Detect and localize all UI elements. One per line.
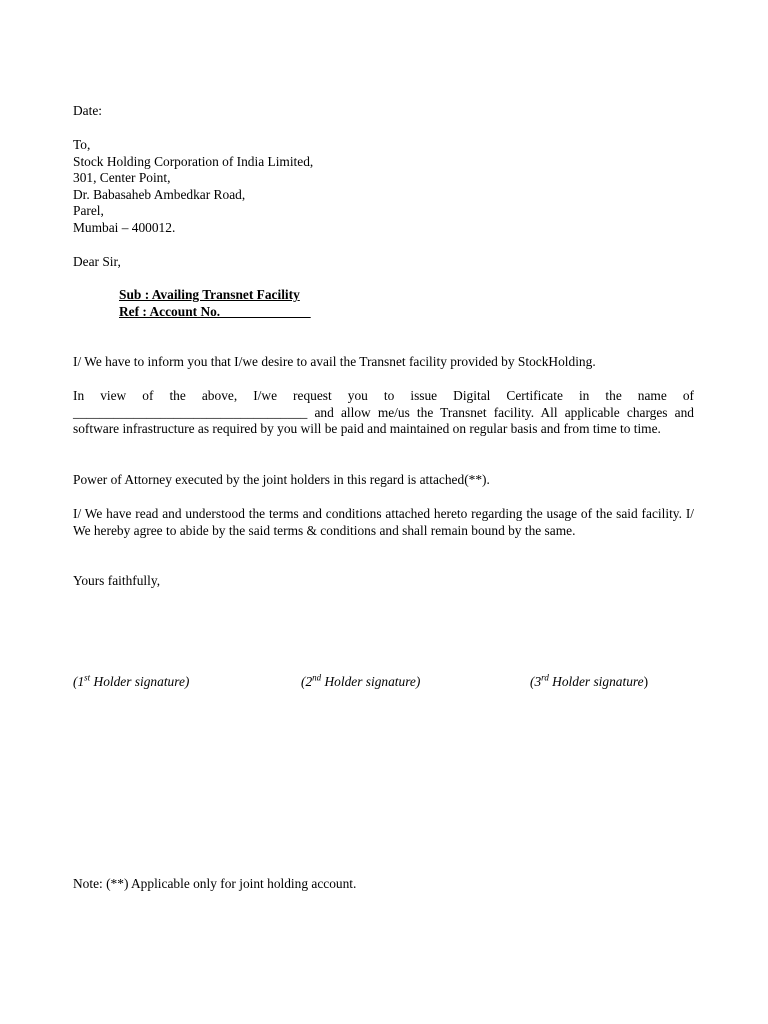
date-label: Date: bbox=[73, 103, 102, 118]
subject-block bbox=[119, 287, 311, 320]
subject-line: Sub : Availing Transnet Facility bbox=[119, 287, 300, 302]
salutation: Dear Sir, bbox=[73, 254, 121, 269]
signature-1st-holder: (1st Holder signature) bbox=[73, 672, 190, 689]
closing: Yours faithfully, bbox=[73, 573, 161, 588]
signature-2nd-holder: (2nd Holder signature) bbox=[301, 672, 421, 689]
address-line: 301, Center Point, bbox=[73, 170, 171, 186]
reference-line: Ref : Account No. _____________ bbox=[119, 303, 311, 319]
paragraph-request bbox=[73, 388, 694, 438]
address-line: Dr. Babasaheb Ambedkar Road, bbox=[73, 186, 246, 202]
paragraph-terms: I/ We have read and understood the terms and conditions attached hereto regarding the usage of the said facility. I/ We hereby agree to abide by the said terms & conditions and shall remain bound by the same. bbox=[73, 506, 694, 538]
paragraph-request-line1: In view of the above, I/we request you to issue Digital Certificate in the name of bbox=[73, 388, 694, 403]
note: Note: (**) Applicable only for joint holding account. bbox=[73, 876, 357, 891]
paragraph-request-rest: and allow me/us the Transnet facility. All applicable charges and software infrastructure as required by you will be paid and maintained on regular basis and from time to time. bbox=[73, 404, 694, 437]
paragraph-poa: Power of Attorney executed by the joint holders in this regard is attached(**). bbox=[73, 472, 490, 487]
address-line: Parel, bbox=[73, 203, 104, 219]
paragraph-inform: I/ We have to inform you that I/we desire to avail the Transnet facility provided by StockHolding. bbox=[73, 354, 596, 369]
address-line: Stock Holding Corporation of India Limited, bbox=[73, 153, 314, 169]
name-blank: ___________________________________ bbox=[73, 404, 308, 420]
address-line: Mumbai – 400012. bbox=[73, 219, 176, 235]
address-to: To, bbox=[73, 137, 91, 152]
signature-3rd-holder: (3rd Holder signature) bbox=[530, 672, 649, 689]
recipient-address bbox=[73, 137, 694, 237]
